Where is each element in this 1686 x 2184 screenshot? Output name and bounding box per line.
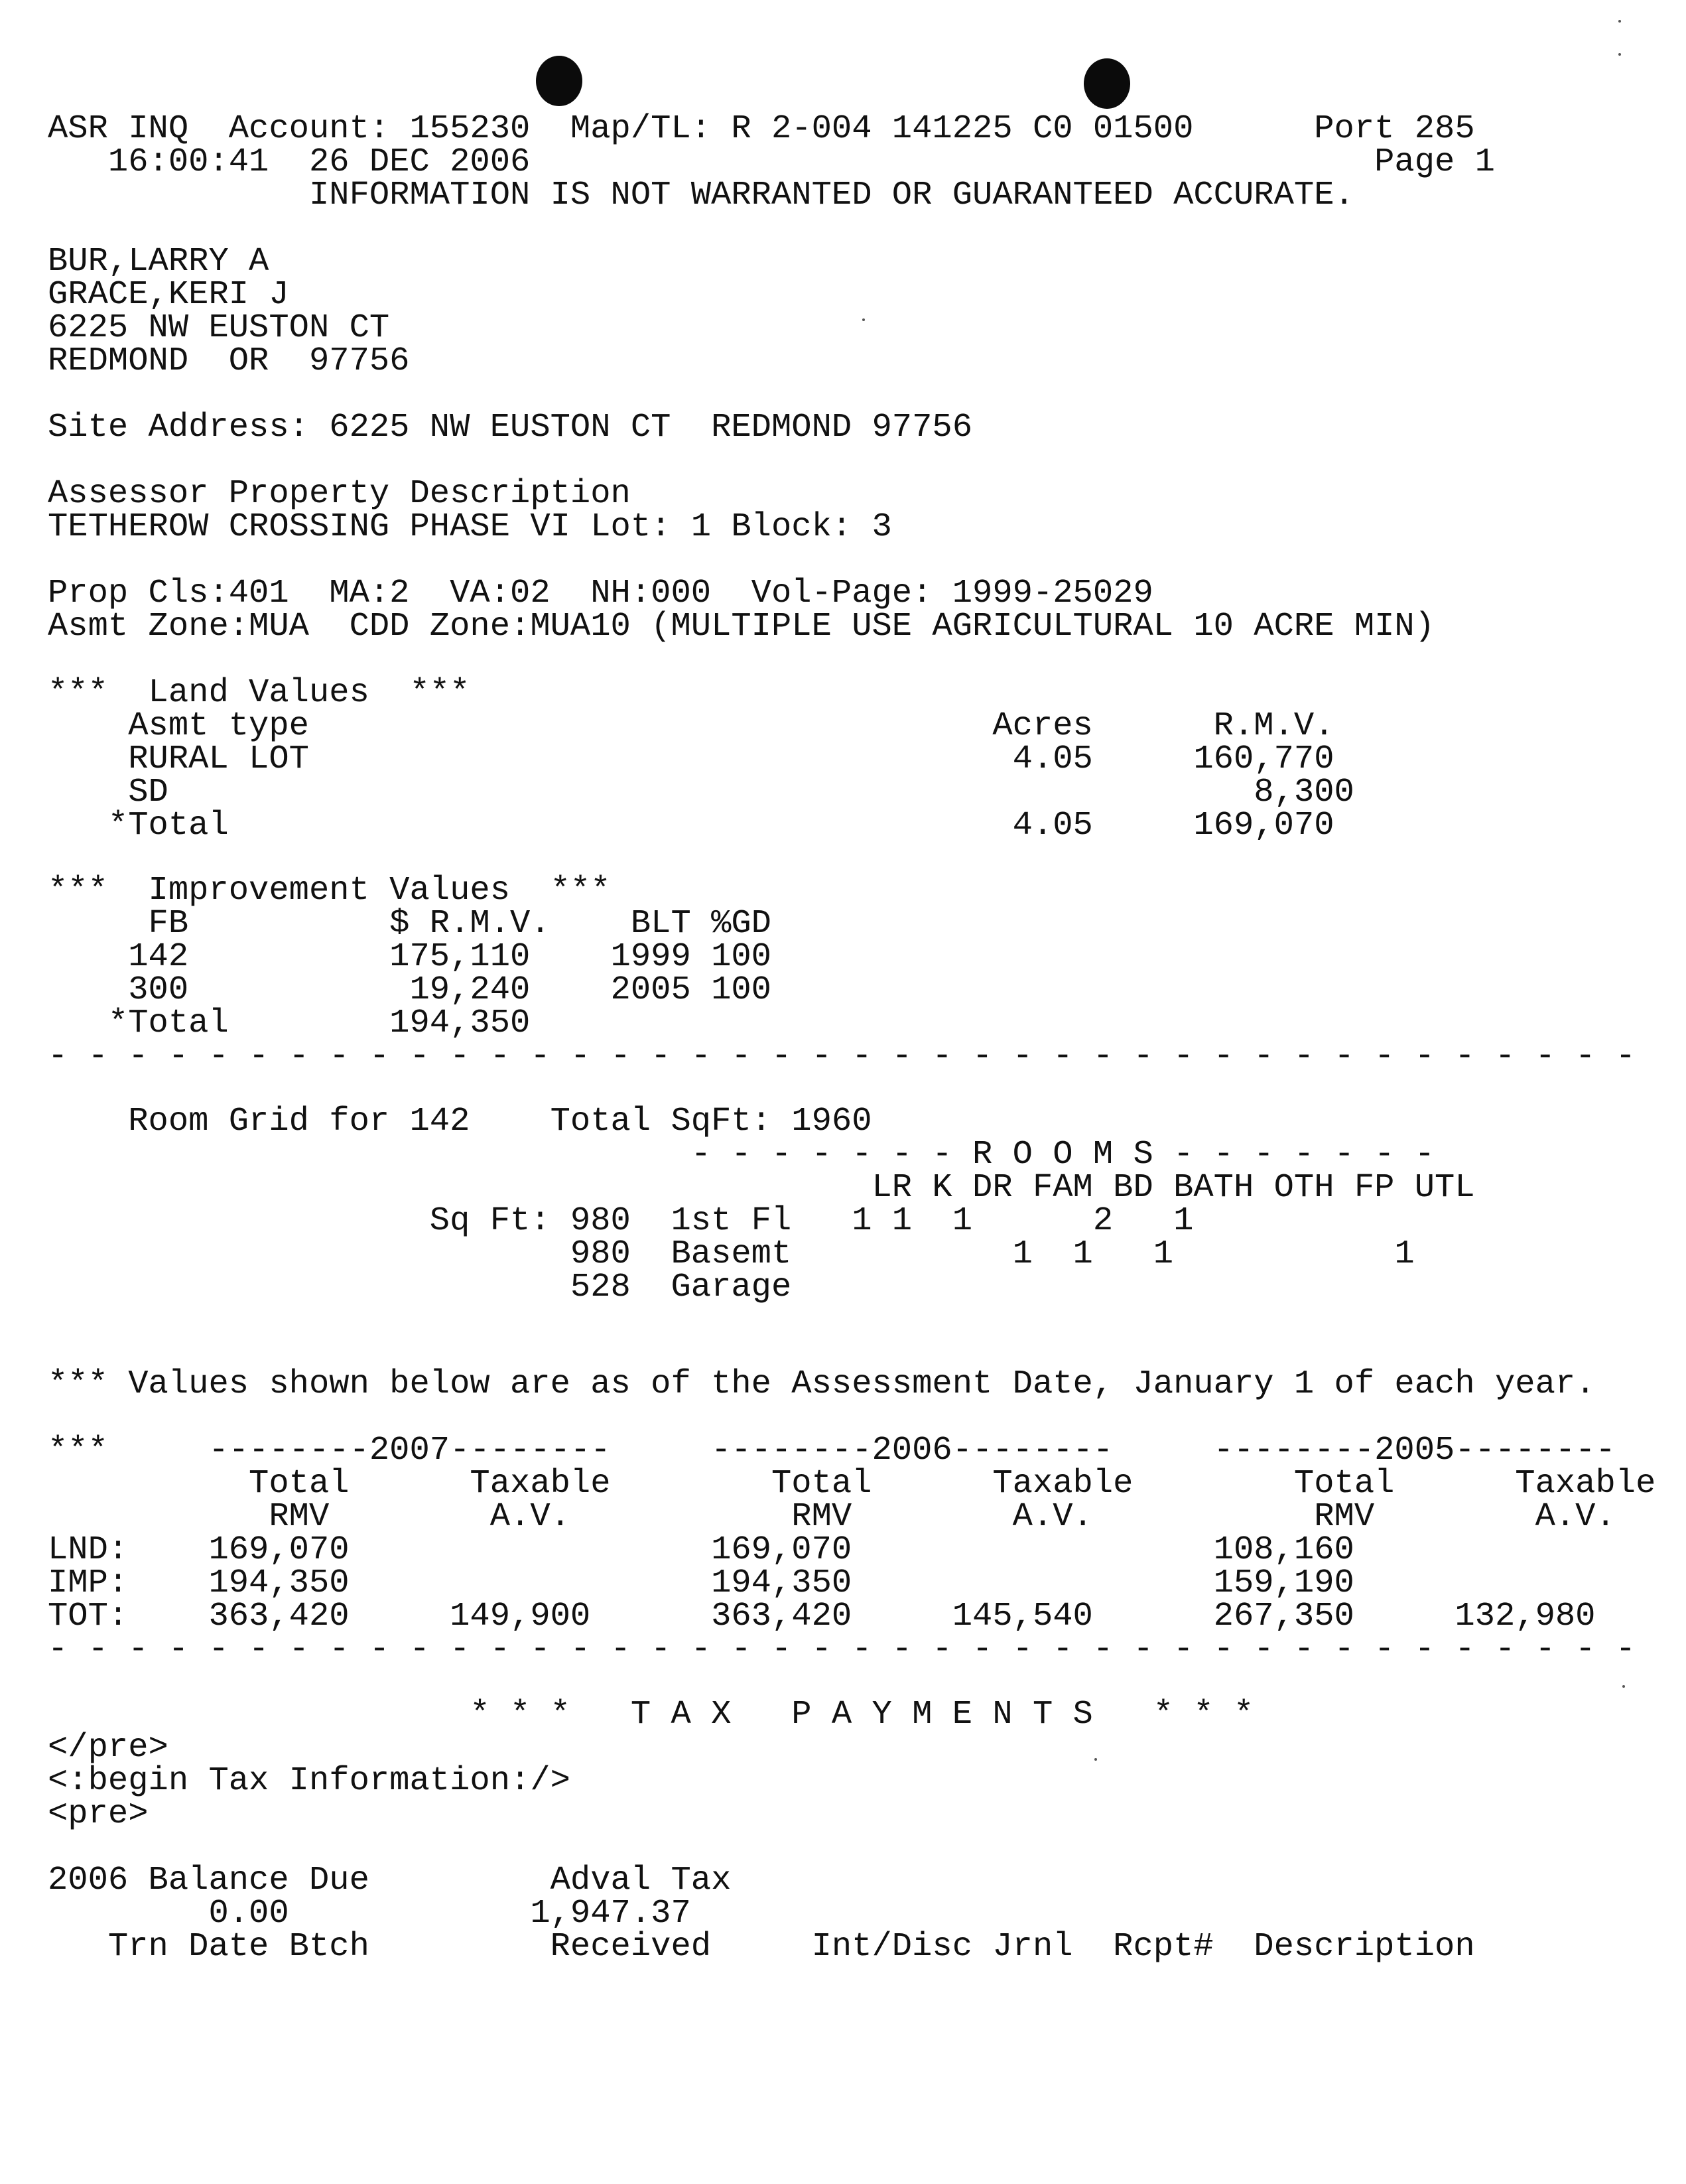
zone-line: Asmt Zone:MUA CDD Zone:MUA10 (MULTIPLE USE AGRICULTURAL 10 ACRE MIN) (48, 608, 1435, 646)
values-year-header: *** --------2007-------- --------2006-------- --------2005-------- (48, 1432, 1616, 1469)
owner-street: 6225 NW EUSTON CT (48, 309, 390, 347)
scan-speck (1622, 1685, 1625, 1688)
balance-due-label: 2006 Balance Due Adval Tax (48, 1862, 732, 1899)
tax-payments-title: * * * T A X P A Y M E N T S * * * (48, 1696, 1254, 1734)
scan-speck (1618, 53, 1621, 56)
balance-due-values: 0.00 1,947.37 (48, 1895, 691, 1933)
rooms-header: - - - - - - - R O O M S - - - - - - - (48, 1136, 1435, 1174)
markup-line: <:begin Tax Information:/> (48, 1762, 570, 1800)
land-values-title: *** Land Values *** (48, 674, 470, 712)
room-row: Sq Ft: 980 1st Fl 1 1 1 2 1 (48, 1202, 1194, 1240)
improvement-row: 142 175,110 1999 100 (48, 938, 771, 976)
room-grid-title: Room Grid for 142 Total SqFt: 1960 (48, 1103, 872, 1140)
values-column-header-1: Total Taxable Total Taxable Total Taxable (48, 1465, 1656, 1503)
disclaimer: INFORMATION IS NOT WARRANTED OR GUARANTEED ACCURATE. (48, 176, 1354, 214)
scan-speck (862, 318, 865, 321)
improvement-total-row: *Total 194,350 (48, 1004, 531, 1042)
improvement-values-title: *** Improvement Values *** (48, 872, 611, 910)
rooms-columns: LR K DR FAM BD BATH OTH FP UTL (48, 1169, 1475, 1207)
land-values-header: Asmt type Acres R.M.V. (48, 707, 1334, 745)
owner-city: REDMOND OR 97756 (48, 342, 410, 380)
punch-hole-right (1084, 58, 1130, 109)
values-row-land: LND: 169,070 169,070 108,160 (48, 1531, 1354, 1569)
scan-speck (1094, 1758, 1097, 1761)
property-description: TETHEROW CROSSING PHASE VI Lot: 1 Block: 3 (48, 508, 892, 546)
scan-speck (1618, 20, 1621, 23)
divider: - - - - - - - - - - - - - - - - - - - - - - - - - - - - - - - - - - - - - - - - (48, 1038, 1636, 1075)
improvement-row: 300 19,240 2005 100 (48, 971, 771, 1009)
values-note: *** Values shown below are as of the Assessment Date, January 1 of each year. (48, 1365, 1596, 1403)
land-row: SD 8,300 (48, 774, 1354, 811)
header-line-1: ASR INQ Account: 155230 Map/TL: R 2-004 141225 C0 01500 Port 285 (48, 110, 1475, 148)
payment-columns-header: Trn Date Btch Received Int/Disc Jrnl Rcpt# Description (48, 1928, 1475, 1966)
improvement-values-header: FB $ R.M.V. BLT %GD (48, 905, 771, 943)
site-address: Site Address: 6225 NW EUSTON CT REDMOND 97756 (48, 409, 973, 446)
header-line-2: 16:00:41 26 DEC 2006 Page 1 (48, 143, 1495, 181)
room-row: 528 Garage (48, 1268, 792, 1306)
values-row-improvement: IMP: 194,350 194,350 159,190 (48, 1564, 1354, 1602)
land-row: RURAL LOT 4.05 160,770 (48, 740, 1334, 778)
owner-name-1: BUR,LARRY A (48, 243, 269, 281)
prop-class-line: Prop Cls:401 MA:2 VA:02 NH:000 Vol-Page: 1999-25029 (48, 575, 1153, 612)
values-column-header-2: RMV A.V. RMV A.V. RMV A.V. (48, 1498, 1616, 1536)
punch-hole-left (536, 56, 582, 106)
owner-name-2: GRACE,KERI J (48, 276, 289, 314)
room-row: 980 Basemt 1 1 1 1 (48, 1235, 1415, 1273)
values-row-total: TOT: 363,420 149,900 363,420 145,540 267,350 132,980 (48, 1598, 1596, 1635)
divider: - - - - - - - - - - - - - - - - - - - - - - - - - - - - - - - - - - - - - - - - (48, 1631, 1636, 1669)
markup-line: <pre> (48, 1795, 149, 1833)
land-total-row: *Total 4.05 169,070 (48, 807, 1334, 845)
property-description-heading: Assessor Property Description (48, 475, 631, 513)
markup-line: </pre> (48, 1729, 168, 1767)
